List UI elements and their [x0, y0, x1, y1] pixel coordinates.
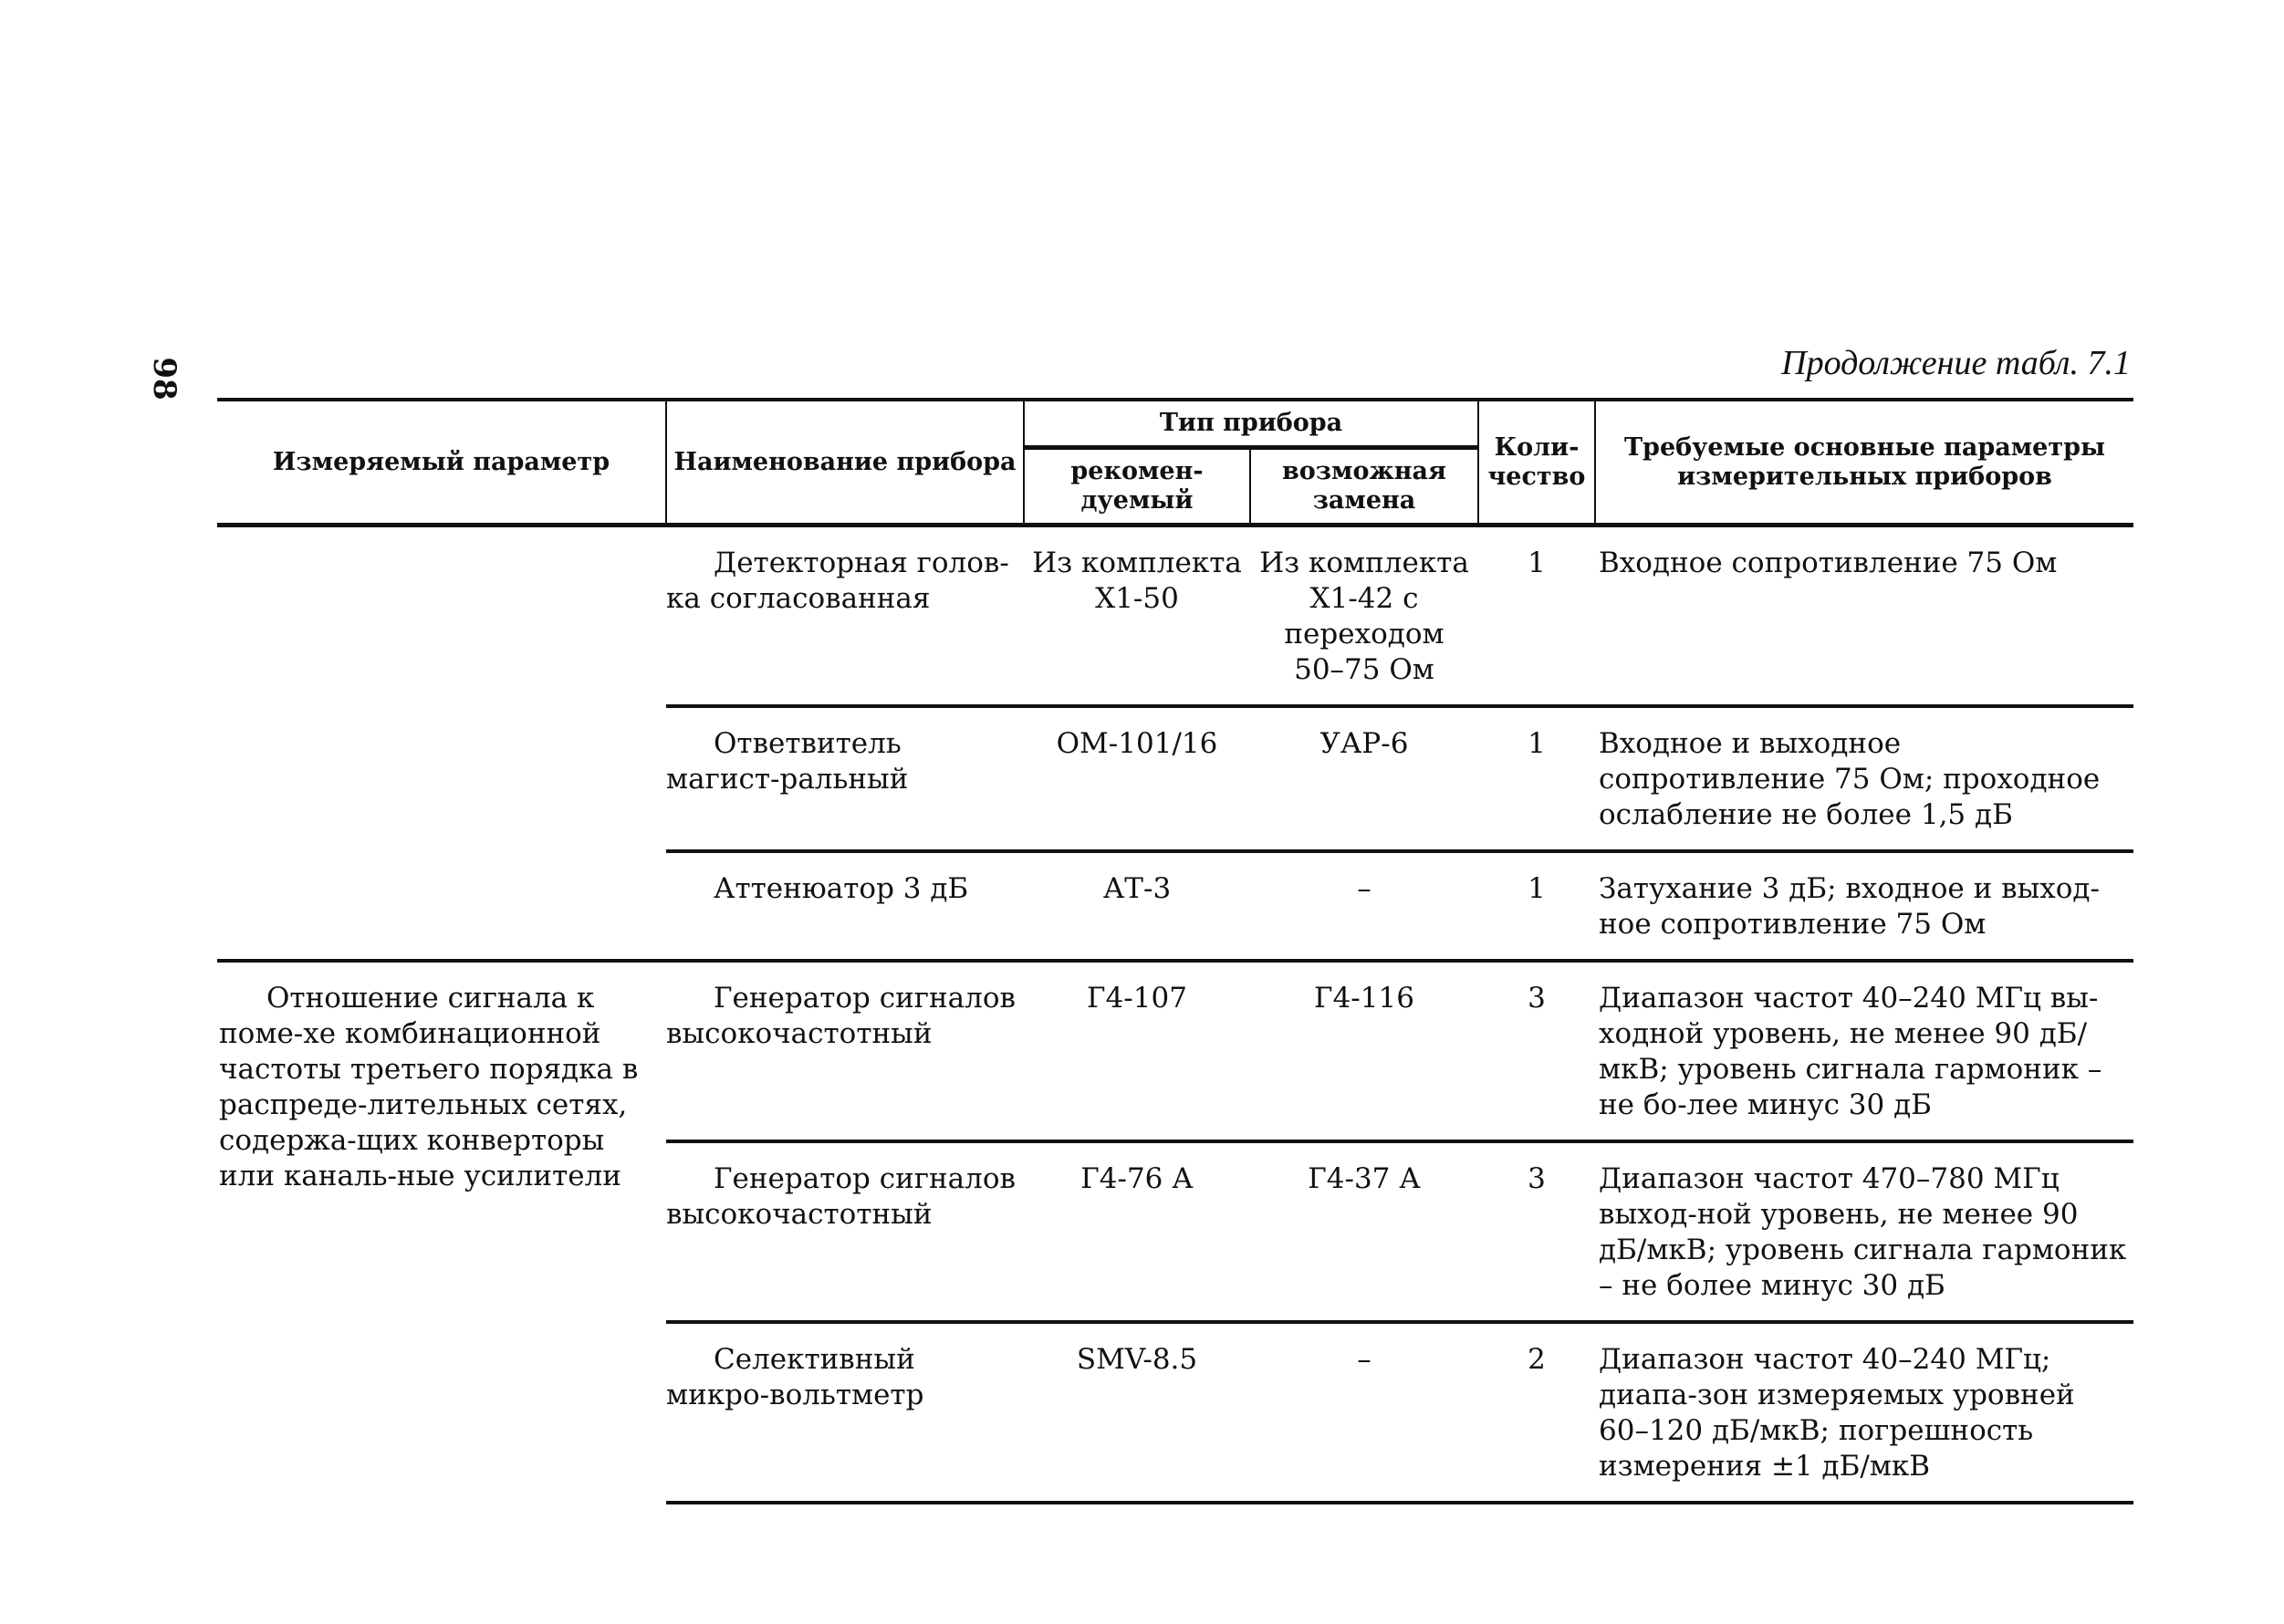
instrument-name-cell: Ответвитель магист-ральный [666, 706, 1024, 851]
instrument-name-cell: Аттенюатор 3 дБ [666, 851, 1024, 961]
header-measured-parameter: Измеряемый параметр [217, 400, 666, 526]
instrument-name-cell: Детекторная голов-ка согласованная [666, 526, 1024, 707]
quantity-cell: 1 [1478, 706, 1595, 851]
replacement-cell: Г4-37 А [1250, 1141, 1478, 1322]
recommended-cell: SMV-8.5 [1024, 1322, 1250, 1503]
recommended-cell: Из комплекта Х1-50 [1024, 526, 1250, 707]
recommended-cell: АТ-3 [1024, 851, 1250, 961]
quantity-cell: 1 [1478, 526, 1595, 707]
requirements-cell: Диапазон частот 470–780 МГц выход-ной уровень, не менее 90 дБ/мкВ; уровень сигнала гармоник – не более минус 30 дБ [1595, 1141, 2133, 1322]
requirements-cell: Диапазон частот 40–240 МГц; диапа-зон измеряемых уровней 60–120 дБ/мкВ; погрешность измерения ±1 дБ/мкВ [1595, 1322, 2133, 1503]
table-row [217, 961, 2133, 1141]
instrument-name-cell: Генератор сигналов высокочастотный [666, 1141, 1024, 1322]
replacement-cell: – [1250, 851, 1478, 961]
recommended-cell: Г4-107 [1024, 961, 1250, 1141]
replacement-cell: Г4-116 [1250, 961, 1478, 1141]
param-cell [217, 526, 666, 962]
recommended-cell: Г4-76 А [1024, 1141, 1250, 1322]
quantity-cell: 2 [1478, 1322, 1595, 1503]
instrument-name-cell: Генератор сигналов высокочастотный [666, 961, 1024, 1141]
replacement-cell: УАР-6 [1250, 706, 1478, 851]
header-quantity: Коли-чество [1478, 400, 1595, 526]
quantity-cell: 3 [1478, 1141, 1595, 1322]
requirements-cell: Диапазон частот 40–240 МГц вы-ходной уровень, не менее 90 дБ/мкВ; уровень сигнала гармоник – не бо-лее минус 30 дБ [1595, 961, 2133, 1141]
replacement-cell: Из комплекта Х1-42 с переходом 50–75 Ом [1250, 526, 1478, 707]
replacement-cell: – [1250, 1322, 1478, 1503]
requirements-cell: Затухание 3 дБ; входное и выход-ное сопротивление 75 Ом [1595, 851, 2133, 961]
page-number: 98 [146, 357, 183, 401]
recommended-cell: ОМ-101/16 [1024, 706, 1250, 851]
header-instrument-name: Наименование прибора [666, 400, 1024, 526]
requirements-cell: Входное сопротивление 75 Ом [1595, 526, 2133, 707]
instrument-name-cell: Селективный микро-вольтметр [666, 1322, 1024, 1503]
instruments-table [217, 398, 2133, 1504]
header-instrument-type: Тип прибора [1024, 400, 1478, 448]
quantity-cell: 3 [1478, 961, 1595, 1141]
param-cell: Отношение сигнала к поме-хе комбинационной частоты третьего порядка в распреде-лительных сетях, содержа-щих конверторы или каналь-ные усилители [217, 961, 666, 1503]
table-continuation-caption: Продолжение табл. 7.1 [1781, 344, 2131, 382]
quantity-cell: 1 [1478, 851, 1595, 961]
header-recommended: рекомен-дуемый [1024, 448, 1250, 526]
table-row [217, 526, 2133, 707]
header-requirements: Требуемые основные параметры измерительных приборов [1595, 400, 2133, 526]
requirements-cell: Входное и выходное сопротивление 75 Ом; проходное ослабление не более 1,5 дБ [1595, 706, 2133, 851]
header-replacement: возможная замена [1250, 448, 1478, 526]
